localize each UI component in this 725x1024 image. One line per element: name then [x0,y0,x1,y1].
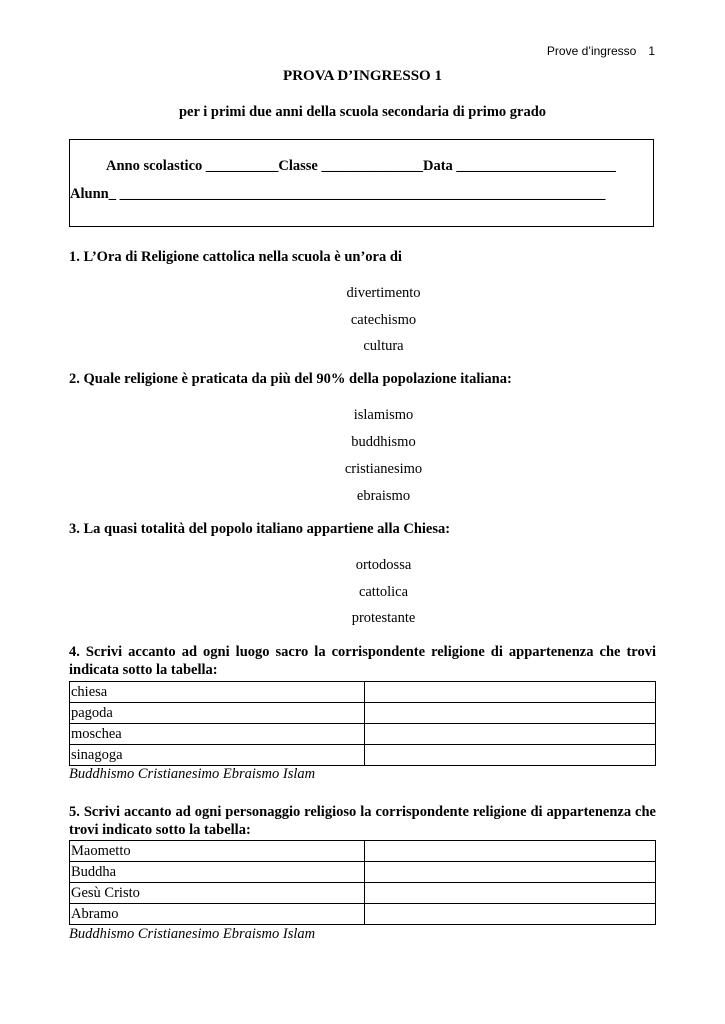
question-4: 4. Scrivi accanto ad ogni luogo sacro la corrispondente religione di appartenenza che trovi indicata sotto la tabella: [69,644,656,678]
question-2-option[interactable]: buddhismo [351,434,416,450]
question-2-option[interactable]: ebraismo [356,488,411,504]
religious-figure-cell: Buddha [70,862,365,883]
question-5: 5. Scrivi accanto ad ogni personaggio religioso la corrispondente religione di appartenenza che trovi indicato sotto la tabella: [69,804,656,838]
answer-cell[interactable] [365,862,656,883]
religious-figure-cell: Maometto [70,841,365,862]
table-row [70,862,656,883]
table-row [70,904,656,925]
running-title: Prove d’ingresso [546,44,637,58]
table-row [70,883,656,904]
sacred-place-cell: moschea [70,724,365,745]
question-1-option[interactable]: cultura [363,338,404,354]
question-1-option[interactable]: catechismo [350,312,417,328]
page-subtitle: per i primi due anni della scuola secondaria di primo grado [178,104,547,120]
answer-cell[interactable] [365,883,656,904]
question-4-legend: Buddhismo Cristianesimo Ebraismo Islam [69,766,316,782]
answer-cell[interactable] [365,724,656,745]
answer-cell[interactable] [365,682,656,703]
page-number: 1 [648,44,655,58]
sacred-place-cell: pagoda [70,703,365,724]
question-3-option[interactable]: ortodossa [355,557,412,573]
question-2-option[interactable]: islamismo [353,407,414,423]
table-row [70,841,656,862]
school-year-class-date-line[interactable]: Anno scolastico __________Classe ______________Data ______________________ [106,158,616,174]
question-3: 3. La quasi totalità del popolo italiano appartiene alla Chiesa: [69,521,451,537]
sacred-places-table [69,681,656,766]
religious-figure-cell: Abramo [70,904,365,925]
question-2-option[interactable]: cristianesimo [344,461,423,477]
page-title: PROVA D’INGRESSO 1 [283,68,442,84]
student-name-line[interactable]: Alunn_ ___________________________________________________________________ [70,186,606,202]
table-row [70,724,656,745]
question-5-legend: Buddhismo Cristianesimo Ebraismo Islam [69,926,316,942]
question-1: 1. L’Ora di Religione cattolica nella scuola è un’ora di [69,249,402,265]
question-3-option[interactable]: protestante [351,610,416,626]
answer-cell[interactable] [365,841,656,862]
answer-cell[interactable] [365,904,656,925]
student-info-box [69,139,654,227]
religious-figure-cell: Gesù Cristo [70,883,365,904]
religious-figures-table [69,840,656,925]
sacred-place-cell: sinagoga [70,745,365,766]
question-2: 2. Quale religione è praticata da più del 90% della popolazione italiana: [69,371,512,387]
running-header [547,44,655,58]
sacred-place-cell: chiesa [70,682,365,703]
question-3-option[interactable]: cattolica [358,584,409,600]
question-1-option[interactable]: divertimento [346,285,421,301]
table-row [70,745,656,766]
table-row [70,682,656,703]
answer-cell[interactable] [365,745,656,766]
table-row [70,703,656,724]
answer-cell[interactable] [365,703,656,724]
